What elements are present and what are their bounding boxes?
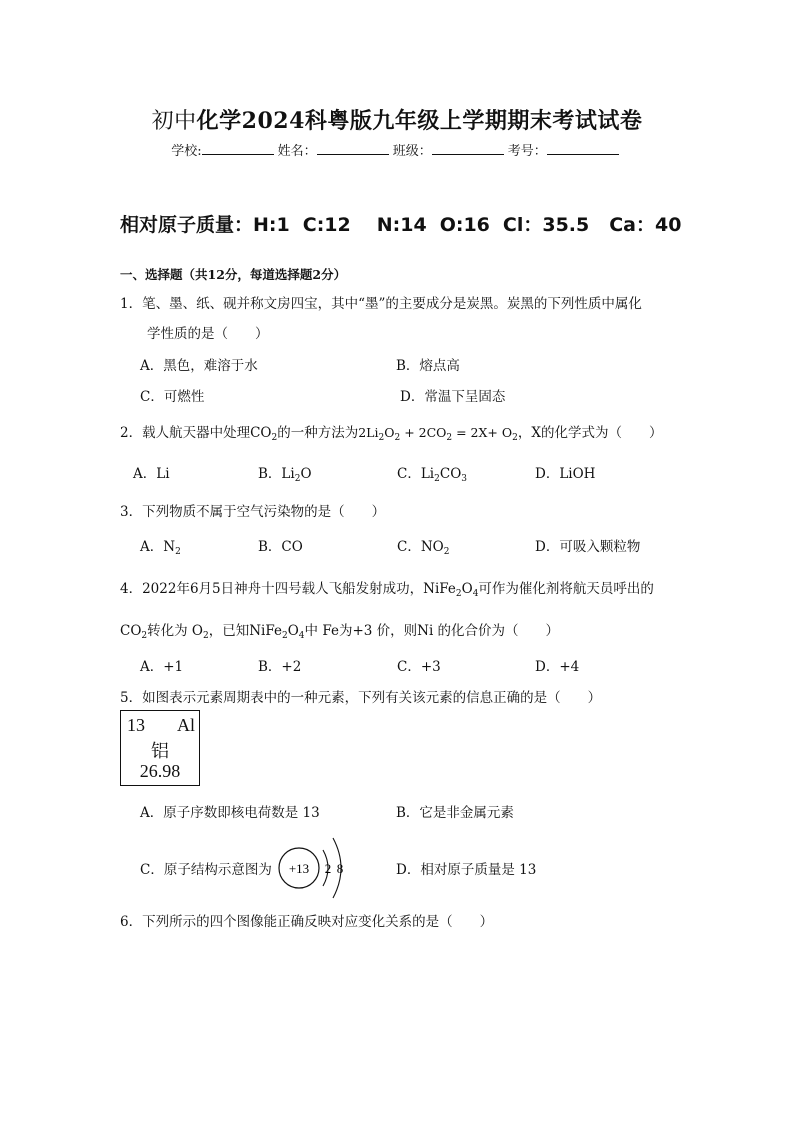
name-blank[interactable] [317,142,389,155]
student-info-line [0,140,794,159]
q6-stem: 6．下列所示的四个图像能正确反映对应变化关系的是（ ） [120,914,494,930]
q4-stem-line2: $CO_2$转化为 $O_2$，已知$NiFe_2O_4$中 Fe为+3 价，则Ni 的化合价为（ ） [120,623,560,641]
q2-co2: $CO_2$ [250,425,278,443]
atomic-structure-diagram [275,832,355,902]
q3-stem: 3．下列物质不属于空气污染物的是（ ） [120,504,386,520]
q1-option-c[interactable]: C．可燃性 [140,389,205,405]
q2-option-d[interactable]: D．LiOH [535,466,596,482]
nucleus-charge: +13 [288,861,310,876]
element-name: 铝 [151,741,169,761]
q4-option-d[interactable]: D．+4 [535,659,580,675]
q2-option-b[interactable]: B．$Li_2O$ [258,466,312,484]
class-blank[interactable] [432,142,504,155]
q5-option-b[interactable]: B．它是非金属元素 [396,805,514,821]
q4-option-b[interactable]: B．+2 [258,659,302,675]
shell2-electrons: 8 [336,861,344,876]
mass-item: N:14 [376,214,427,236]
exam-no-label: 考号： [507,144,547,159]
mass-item: Ca：40 [609,214,682,236]
school-label: 学校: [171,144,202,159]
q2-mid: 的一种方法为 [277,425,359,441]
q3-option-c[interactable]: C．$NO_2$ [397,539,450,557]
school-blank[interactable] [202,142,274,155]
title-main: 化学2024科粤版九年级上学期期末考试试卷 [196,108,643,134]
q3-option-a[interactable]: A．$N_2$ [140,539,181,557]
atomic-mass: 26.98 [139,761,181,781]
q1-option-b[interactable]: B．熔点高 [396,358,460,374]
periodic-element-box [120,710,200,786]
name-label: 姓名： [277,144,317,159]
class-label: 班级： [392,144,432,159]
mass-item: O:16 [439,214,490,236]
q1-option-a[interactable]: A．黑色，难溶于水 [140,358,258,374]
atomic-number: 13 [127,715,145,735]
page-title [0,104,794,135]
mass-item: C:12 [302,214,351,236]
q5-stem: 5．如图表示元素周期表中的一种元素，下列有关该元素的信息正确的是（ ） [120,690,602,706]
exam-no-blank[interactable] [547,142,619,155]
q2-option-a[interactable]: A．Li [133,466,170,482]
q2-stem [120,421,662,443]
q4-option-a[interactable]: A．+1 [140,659,184,675]
element-symbol: Al [177,715,195,735]
q2-option-c[interactable]: C．$Li_2CO_3$ [397,466,467,484]
mass-item: Cl：35.5 [502,214,590,236]
relative-atomic-mass [120,210,694,237]
q5-option-d[interactable]: D．相对原子质量是 13 [396,862,537,878]
title-prefix: 初中 [151,109,197,134]
mass-label: 相对原子质量： [120,214,254,236]
q3-option-d[interactable]: D．可吸入颗粒物 [535,539,641,555]
q5-option-a[interactable]: A．原子序数即核电荷数是 13 [140,805,320,821]
q1-stem-line2: 学性质的是（ ） [147,326,269,342]
q2-equation: $2Li_2O_2 + 2CO_2 = 2X+ O_2$ [358,425,518,443]
q1-option-d[interactable]: D．常温下呈固态 [400,389,506,405]
shell1-electrons: 2 [324,861,332,876]
q2-prefix: 2．载人航天器中处理 [120,425,251,441]
q5-option-c[interactable]: C．原子结构示意图为 [140,862,272,878]
q3-option-b[interactable]: B．CO [258,539,303,555]
q2-suffix: ，X的化学式为（ ） [517,425,663,441]
q4-option-c[interactable]: C．+3 [397,659,441,675]
q4-stem-line1: 4．2022年6月5日神舟十四号载人飞船发射成功，$NiFe_2O_4$可作为催化剂将航天员呼出的 [120,581,654,599]
mass-item: H:1 [253,214,290,236]
section-heading: 一、选择题（共12分，每道选择题2分） [120,267,347,282]
q1-stem-line1: 1．笔、墨、纸、砚并称文房四宝，其中“墨”的主要成分是炭黑。炭黑的下列性质中属化 [120,296,642,312]
